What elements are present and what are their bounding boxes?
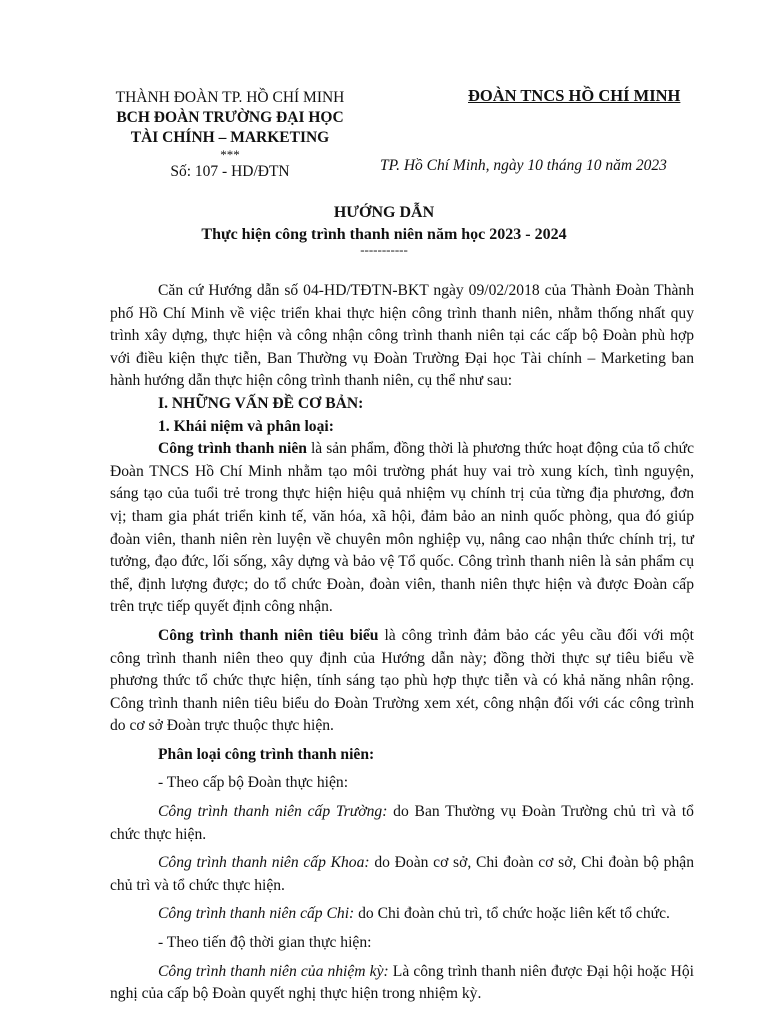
school-level-text: do Ban Thường vụ Đoàn Trường chủ trì và tổ chức thực hiện. bbox=[110, 803, 694, 843]
document-number: Số: 107 - HD/ĐTN bbox=[170, 163, 290, 180]
place-date: TP. Hồ Chí Minh, ngày 10 tháng 10 năm 2023 bbox=[380, 157, 667, 174]
by-level-item: - Theo cấp bộ Đoàn thực hiện: bbox=[158, 774, 349, 792]
definition-paragraph-2 bbox=[110, 625, 694, 738]
branch-level-term: Công trình thanh niên cấp Chi: bbox=[158, 905, 355, 923]
faculty-level-term: Công trình thanh niên cấp Khoa: bbox=[158, 854, 370, 872]
org-line-1: THÀNH ĐOÀN TP. HỒ CHÍ MINH bbox=[115, 89, 345, 106]
term-paragraph bbox=[110, 961, 694, 1006]
term-text: Là công trình thanh niên được Đại hội hoặc Hội nghị của cấp bộ Đoàn quyết nghị thực hiện trong nhiệm kỳ. bbox=[110, 962, 694, 1003]
title-rule: ----------- bbox=[360, 242, 408, 257]
classification-heading: Phân loại công trình thanh niên: bbox=[158, 745, 375, 763]
subsection-heading: 1. Khái niệm và phân loại: bbox=[158, 417, 334, 435]
term-term: Công trình thanh niên của nhiệm kỳ: bbox=[158, 962, 389, 980]
definition-text-1: là sản phẩm, đồng thời là phương thức hoạt động của tổ chức Đoàn TNCS Hồ Chí Minh nhằm tạo môi trường phát huy vai trò xung kích, tình nguyện, sáng tạo của tuổi trẻ trong thực hiện hiệu quả nhiệm vụ chính trị của từng địa phương, đơn vị; tham gia phát triển kinh tế, văn hóa, xã hội, đảm bảo an ninh quốc phòng, qua đó giúp đoàn viên, thanh niên rèn luyện về chuyên môn nghiệp vụ, nâng cao nhận thức chính trị, tư tưởng, đạo đức, lối sống, xây dựng và bảo vệ Tổ quốc. Công trình thanh niên là sản phẩm cụ thể, định lượng được; do tổ chức Đoàn, đoàn viên, thanh niên thực hiện và được Đoàn cấp trên trực tiếp quyết định công nhận. bbox=[110, 440, 694, 616]
branch-level-text: do Chi đoàn chủ trì, tổ chức hoặc liên kết tổ chức. bbox=[354, 905, 670, 923]
intro-paragraph: Căn cứ Hướng dẫn số 04-HD/TĐTN-BKT ngày 09/02/2018 của Thành Đoàn Thành phố Hồ Chí Minh về việc triển khai thực hiện công trình thanh niên, nhằm thống nhất quy trình xây dựng, thực hiện và công nhận công trình thanh niên tại các cấp bộ Đoàn phù hợp với điều kiện thực tiễn, Ban Thường vụ Đoàn Trường Đại học Tài chính – Marketing ban hành hướng dẫn thực hiện công trình thanh niên, cụ thể như sau: bbox=[110, 282, 694, 390]
org-line-2: BCH ĐOÀN TRƯỜNG ĐẠI HỌC bbox=[116, 109, 344, 126]
union-name: ĐOÀN TNCS HỒ CHÍ MINH bbox=[468, 86, 681, 105]
org-line-3: TÀI CHÍNH – MARKETING bbox=[130, 129, 330, 146]
definition-text-2: là công trình đảm bảo các yêu cầu đối với một công trình thanh niên theo quy định của Hướng dẫn này; đồng thời thực sự tiêu biểu về phương thức tổ chức thực hiện, tính sáng tạo phù hợp thực tiễn và có khả năng nhân rộng. Công trình thanh niên tiêu biểu do Đoàn Trường xem xét, công nhận đối với các công trình do cơ sở Đoàn trực thuộc thực hiện. bbox=[110, 626, 694, 735]
faculty-level-paragraph bbox=[110, 852, 694, 897]
document-title: HƯỚNG DẪN bbox=[333, 204, 435, 221]
definition-paragraph-1 bbox=[110, 438, 694, 619]
faculty-level-text: do Đoàn cơ sở, Chi đoàn cơ sở, Chi đoàn bộ phận chủ trì và tổ chức thực hiện. bbox=[110, 854, 694, 894]
school-level-term: Công trình thanh niên cấp Trường: bbox=[158, 803, 388, 821]
document-subtitle: Thực hiện công trình thanh niên năm học 2023 - 2024 bbox=[201, 226, 567, 243]
document-body bbox=[110, 280, 694, 1006]
stars-separator: *** bbox=[220, 147, 240, 162]
branch-level-paragraph bbox=[110, 903, 694, 926]
definition-term-1: Công trình thanh niên bbox=[158, 440, 307, 458]
school-level-paragraph bbox=[110, 801, 694, 846]
issuing-organization bbox=[70, 88, 390, 182]
definition-term-2: Công trình thanh niên tiêu biểu bbox=[158, 626, 379, 644]
section-heading: I. NHỮNG VẤN ĐỀ CƠ BẢN: bbox=[158, 394, 364, 412]
by-time-item: - Theo tiến độ thời gian thực hiện: bbox=[158, 934, 372, 952]
